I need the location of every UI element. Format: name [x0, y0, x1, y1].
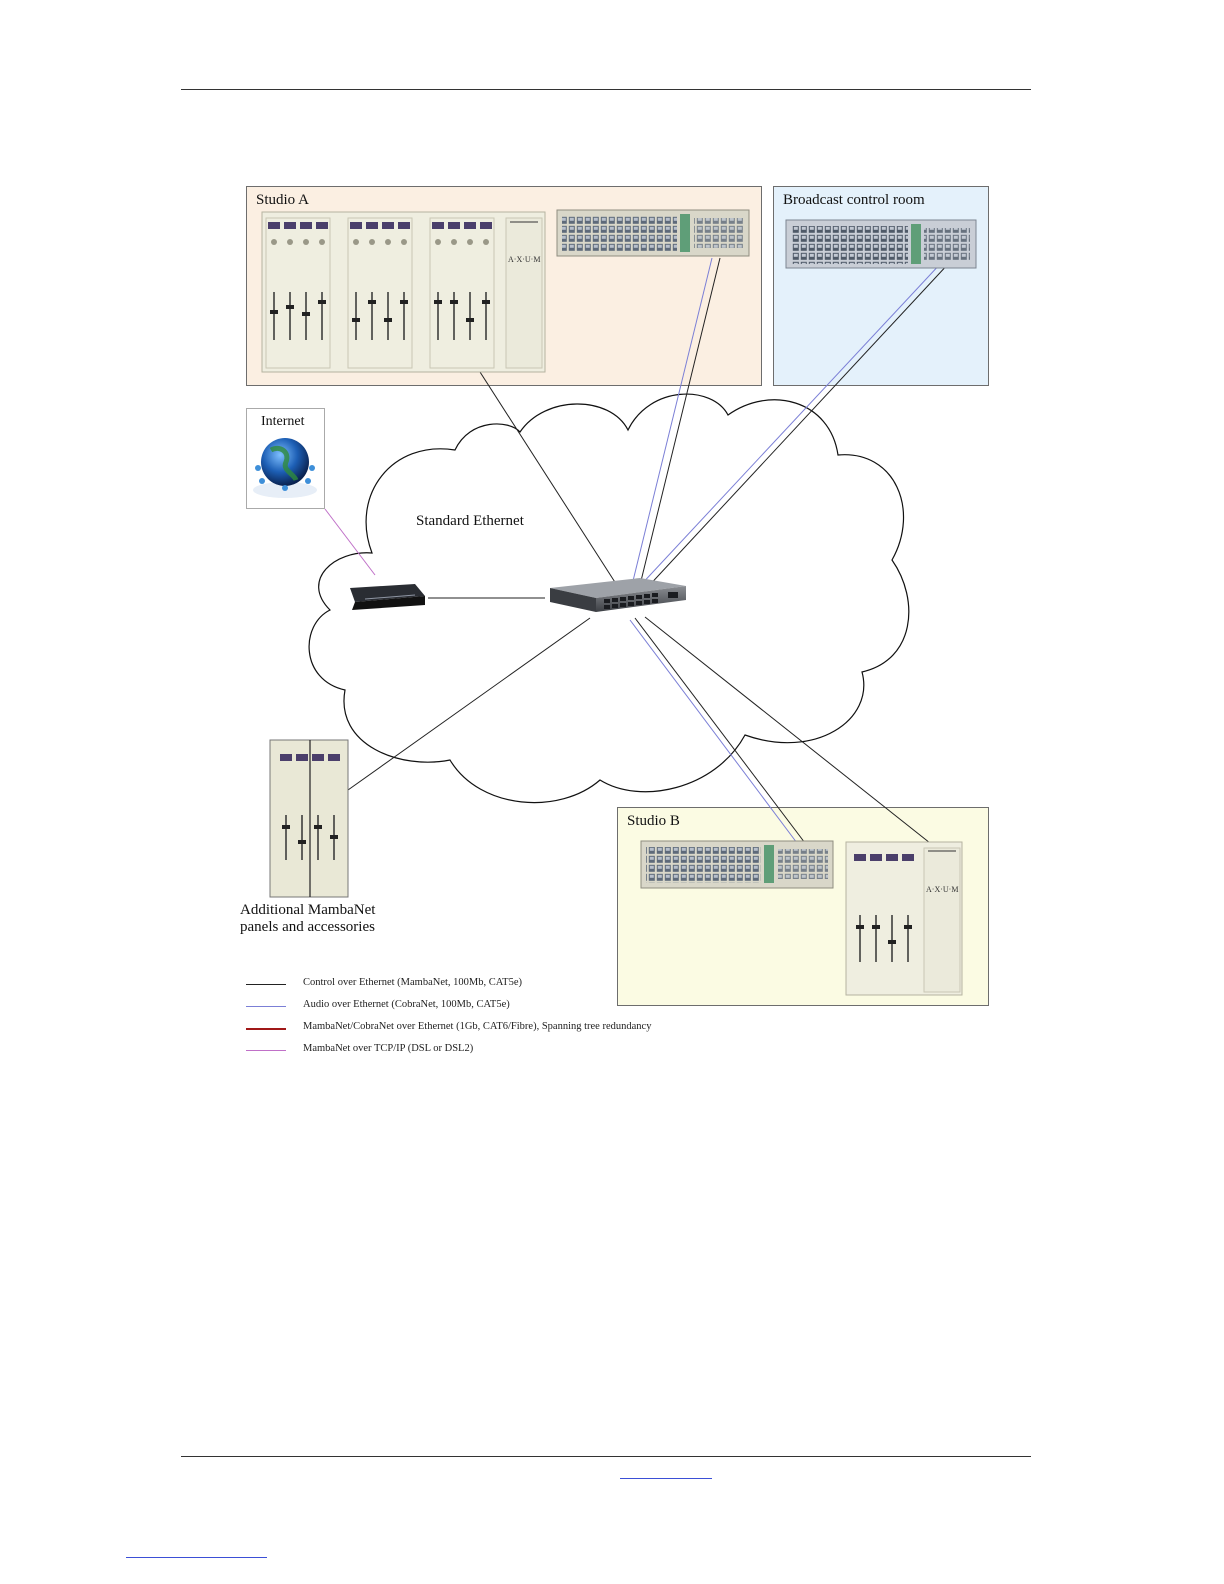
accessories-caption-line-1: Additional MambaNet — [240, 902, 376, 918]
legend-swatch-control — [246, 984, 286, 985]
legend-label-control: Control over Ethernet (MambaNet, 100Mb, CAT5e) — [303, 977, 522, 988]
legend-label-redundancy: MambaNet/CobraNet over Ethernet (1Gb, CAT6/Fibre), Spanning tree redundancy — [303, 1021, 652, 1032]
legend-label-tcpip: MambaNet over TCP/IP (DSL or DSL2) — [303, 1043, 474, 1054]
studio-a-rack — [557, 210, 749, 256]
internet-label: Internet — [261, 414, 305, 429]
svg-text:A·X·U·M: A·X·U·M — [508, 255, 541, 264]
dsl-modem-icon — [350, 584, 425, 610]
cloud-label: Standard Ethernet — [416, 513, 524, 529]
legend-label-audio: Audio over Ethernet (CobraNet, 100Mb, CAT5e) — [303, 999, 510, 1010]
legend-swatch-tcpip — [246, 1050, 286, 1051]
svg-text:A·X·U·M: A·X·U·M — [926, 885, 959, 894]
studio-b-rack — [641, 841, 833, 888]
broadcast-rack — [786, 220, 976, 268]
studio-b-console — [846, 842, 962, 995]
legend-swatch-audio — [246, 1006, 286, 1007]
broadcast-control-room-label: Broadcast control room — [783, 192, 925, 208]
studio-b-label: Studio B — [627, 813, 680, 829]
globe-icon — [253, 438, 317, 498]
accessories-caption — [240, 902, 375, 936]
studio-a-label: Studio A — [256, 192, 309, 208]
legend-swatch-redundancy — [246, 1028, 286, 1030]
accessories-caption-line-2: panels and accessories — [240, 919, 375, 935]
additional-mambanet-panel — [270, 740, 348, 897]
studio-a-console — [262, 212, 545, 372]
ethernet-switch-icon — [550, 578, 686, 612]
